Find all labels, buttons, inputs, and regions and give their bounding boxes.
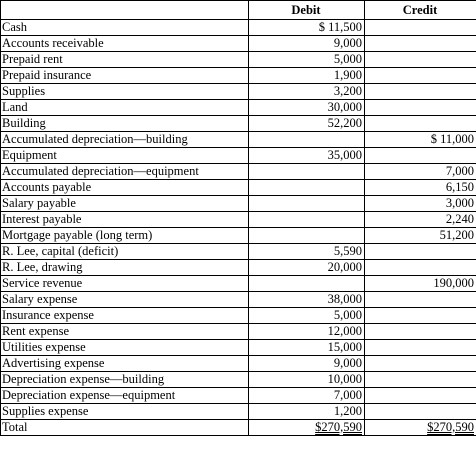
total-credit-value: $270,590 xyxy=(427,420,474,434)
credit-cell xyxy=(365,20,476,36)
debit-cell xyxy=(249,212,365,228)
debit-cell xyxy=(249,132,365,148)
account-name-cell: Accounts receivable xyxy=(1,36,249,52)
table-row xyxy=(1,116,476,132)
credit-cell: 2,240 xyxy=(365,212,476,228)
debit-cell: 15,000 xyxy=(249,340,365,356)
total-label: Total xyxy=(1,420,249,436)
account-name-cell: Insurance expense xyxy=(1,308,249,324)
table-row xyxy=(1,244,476,260)
debit-cell: 7,000 xyxy=(249,388,365,404)
debit-column-header: Debit xyxy=(249,1,365,20)
debit-cell: 35,000 xyxy=(249,148,365,164)
table-row xyxy=(1,20,476,36)
account-name-cell: Prepaid rent xyxy=(1,52,249,68)
credit-cell xyxy=(365,308,476,324)
debit-cell: 1,200 xyxy=(249,404,365,420)
account-name-cell: Prepaid insurance xyxy=(1,68,249,84)
credit-cell xyxy=(365,244,476,260)
account-name-cell: Salary expense xyxy=(1,292,249,308)
table-row xyxy=(1,52,476,68)
credit-cell xyxy=(365,68,476,84)
debit-cell: 9,000 xyxy=(249,36,365,52)
table-row xyxy=(1,164,476,180)
account-name-cell: Depreciation expense—equipment xyxy=(1,388,249,404)
account-name-cell: Building xyxy=(1,116,249,132)
table-row xyxy=(1,356,476,372)
table-row xyxy=(1,324,476,340)
account-column-header xyxy=(1,1,249,20)
account-name-cell: Supplies xyxy=(1,84,249,100)
debit-cell: 5,000 xyxy=(249,52,365,68)
account-name-cell: Service revenue xyxy=(1,276,249,292)
debit-cell: 3,200 xyxy=(249,84,365,100)
credit-cell xyxy=(365,260,476,276)
credit-cell xyxy=(365,100,476,116)
debit-cell: 9,000 xyxy=(249,356,365,372)
credit-cell xyxy=(365,36,476,52)
debit-cell xyxy=(249,164,365,180)
credit-cell xyxy=(365,148,476,164)
account-name-cell: Advertising expense xyxy=(1,356,249,372)
credit-cell: 3,000 xyxy=(365,196,476,212)
table-row xyxy=(1,132,476,148)
credit-cell xyxy=(365,340,476,356)
table-body xyxy=(1,20,476,420)
account-name-cell: Utilities expense xyxy=(1,340,249,356)
table-row xyxy=(1,340,476,356)
credit-cell xyxy=(365,356,476,372)
credit-cell xyxy=(365,404,476,420)
table-row xyxy=(1,292,476,308)
credit-cell: 7,000 xyxy=(365,164,476,180)
table-row xyxy=(1,260,476,276)
total-row xyxy=(1,420,476,436)
credit-cell xyxy=(365,388,476,404)
debit-cell: 20,000 xyxy=(249,260,365,276)
debit-cell: 10,000 xyxy=(249,372,365,388)
table-row xyxy=(1,196,476,212)
account-name-cell: Accumulated depreciation—equipment xyxy=(1,164,249,180)
debit-cell xyxy=(249,228,365,244)
credit-cell: 6,150 xyxy=(365,180,476,196)
debit-cell: 12,000 xyxy=(249,324,365,340)
account-name-cell: Equipment xyxy=(1,148,249,164)
total-debit-cell xyxy=(249,420,365,436)
table-row xyxy=(1,212,476,228)
table-row xyxy=(1,388,476,404)
total-debit-value: $270,590 xyxy=(315,420,362,434)
table-row xyxy=(1,68,476,84)
table-row xyxy=(1,100,476,116)
account-name-cell: Rent expense xyxy=(1,324,249,340)
table-row xyxy=(1,84,476,100)
credit-cell xyxy=(365,116,476,132)
debit-cell: 1,900 xyxy=(249,68,365,84)
debit-cell xyxy=(249,180,365,196)
table-row xyxy=(1,228,476,244)
credit-cell: $ 11,000 xyxy=(365,132,476,148)
account-name-cell: Depreciation expense—building xyxy=(1,372,249,388)
credit-cell xyxy=(365,84,476,100)
table-row xyxy=(1,180,476,196)
debit-cell: 5,590 xyxy=(249,244,365,260)
credit-cell xyxy=(365,292,476,308)
account-name-cell: Salary payable xyxy=(1,196,249,212)
credit-cell: 51,200 xyxy=(365,228,476,244)
debit-cell xyxy=(249,196,365,212)
account-name-cell: Supplies expense xyxy=(1,404,249,420)
account-name-cell: R. Lee, drawing xyxy=(1,260,249,276)
account-name-cell: Interest payable xyxy=(1,212,249,228)
debit-cell: 52,200 xyxy=(249,116,365,132)
debit-cell xyxy=(249,276,365,292)
debit-cell: 38,000 xyxy=(249,292,365,308)
account-name-cell: R. Lee, capital (deficit) xyxy=(1,244,249,260)
credit-cell xyxy=(365,52,476,68)
credit-cell xyxy=(365,372,476,388)
account-name-cell: Accounts payable xyxy=(1,180,249,196)
table-row xyxy=(1,404,476,420)
credit-cell xyxy=(365,324,476,340)
table-row xyxy=(1,308,476,324)
credit-cell: 190,000 xyxy=(365,276,476,292)
account-name-cell: Mortgage payable (long term) xyxy=(1,228,249,244)
account-name-cell: Land xyxy=(1,100,249,116)
credit-column-header: Credit xyxy=(365,1,476,20)
account-name-cell: Cash xyxy=(1,20,249,36)
table-row xyxy=(1,372,476,388)
table-row xyxy=(1,276,476,292)
table-row xyxy=(1,36,476,52)
table-row xyxy=(1,148,476,164)
debit-cell: 30,000 xyxy=(249,100,365,116)
debit-cell: $ 11,500 xyxy=(249,20,365,36)
debit-cell: 5,000 xyxy=(249,308,365,324)
total-credit-cell xyxy=(365,420,476,436)
account-name-cell: Accumulated depreciation—building xyxy=(1,132,249,148)
header-row xyxy=(1,1,476,20)
